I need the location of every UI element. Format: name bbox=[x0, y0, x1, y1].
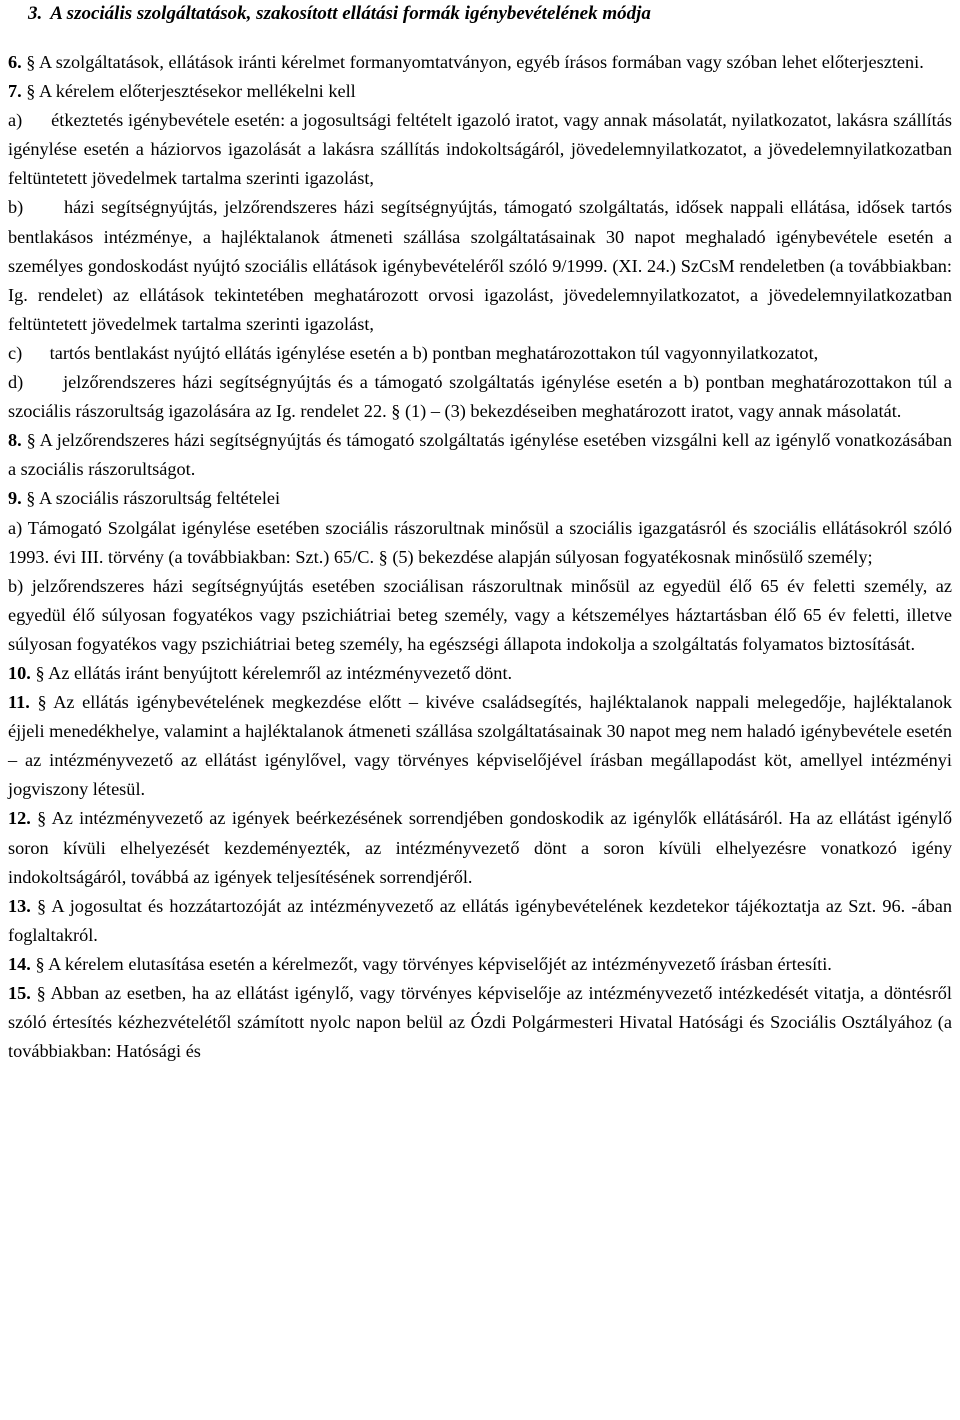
paragraph bbox=[8, 688, 957, 804]
paragraph bbox=[8, 950, 952, 979]
paragraph bbox=[8, 339, 952, 368]
paragraph bbox=[8, 426, 957, 484]
section-sign: § bbox=[35, 662, 45, 683]
paragraph-number: 12. bbox=[8, 808, 31, 829]
section-sign: § bbox=[37, 895, 47, 916]
paragraph-text: A kérelem elutasítása esetén a kérelmezőt, vagy törvényes képviselőjét az intézményvezető írásban értesíti. bbox=[48, 953, 832, 974]
paragraph-number: 10. bbox=[8, 662, 31, 683]
section-heading bbox=[28, 0, 952, 26]
paragraph-text: Az ellátás igénybevételének megkezdése előtt – kivéve családsegítés, hajléktalanok nappali melegedője, hajléktalanok éjjeli menedékhelye, valamint a hajléktalanok átmeneti szállása szolgáltatásainak 30 napot meg nem haladó igénybevétele esetén – az intézményvezető az ellátást igénylővel, vagy törvényes képviselőjével írásban megállapodást köt, amellyel intézményi jogviszony létesül. bbox=[8, 692, 957, 800]
section-sign: § bbox=[26, 81, 36, 102]
section-sign: § bbox=[26, 52, 36, 72]
paragraph-text: b) házi segítségnyújtás, jelzőrendszeres házi segítségnyújtás, támogató szolgáltatás, idősek nappali ellátása, idősek tartós bentlakásos intézménye, a hajléktalanok átmeneti szállása szolgáltatásainak 30 napot meghaladó igénybevétele esetén a személyes gondoskodást nyújtó szociális ellátások igénybevételéről szóló 9/1999. (XI. 24.) SzCsM rendeletben (a továbbiakban: Ig. rendelet) az ellátások tekintetében meghatározott orvosi igazolást, jövedelemnyilatkozatot, a jövedelemnyilatkozatban feltüntetett jövedelmek tartalma szerinti igazolást, bbox=[8, 197, 957, 334]
paragraph-text: a) étkeztetés igénybevétele esetén: a jogosultsági feltételt igazoló iratot, vagy annak másolatát, nyilatkozatot, lakásra szállítás igénylése esetén a háziorvos igazolását a lakásra szállítás indokoltságáról, jövedelemnyilatkozatot, a jövedelemnyilatkozatban feltüntetett jövedelmek tartalma szerinti igazolást, bbox=[8, 110, 957, 189]
paragraph-text: Az intézményvezető az igények beérkezésének sorrendjében gondoskodik az igénylők ellátásáról. Ha az ellátást igénylő soron kívüli elhelyezését kezdeményezték, az intézményvezető dönt a soron kívüli elhelyezésre vonatkozó igény indokoltságáról, továbbá az igények teljesítésének sorrendjéről. bbox=[8, 808, 957, 887]
paragraph bbox=[8, 572, 957, 659]
section-sign: § bbox=[37, 808, 47, 829]
paragraph-text: A szolgáltatások, ellátások iránti kérelmet formanyomtatványon, egyéb írásos formában vagy szóban lehet előterjeszteni. bbox=[39, 52, 924, 72]
paragraph-number: 9. bbox=[8, 488, 22, 509]
section-sign: § bbox=[35, 953, 45, 974]
paragraph bbox=[8, 77, 952, 106]
paragraph-text: a) Támogató Szolgálat igénylése esetében szociális rászorultnak minősül a szociális igazgatásról és szociális ellátásokról szóló 1993. évi III. törvény (a továbbiakban: Szt.) 65/C. § (5) bekezdése alapján súlyosan fogyatékosnak minősülő személy; bbox=[8, 517, 957, 567]
section-sign: § bbox=[36, 983, 46, 1003]
paragraph bbox=[8, 193, 957, 338]
heading-number: 3. bbox=[28, 3, 43, 24]
paragraph-text: Abban az esetben, ha az ellátást igénylő, vagy törvényes képviselője az intézményvezető intézkedését vitatja, a döntésről szóló értesítés kézhezvételétől számított nyolc napon belül az Ózdi Polgármesteri Hivatal Hatósági és Szociális Osztályához (a továbbiakban: Hatósági és bbox=[8, 983, 957, 1062]
paragraph bbox=[8, 514, 957, 572]
heading-text: A szociális szolgáltatások, szakosított ellátási formák igénybevételének módja bbox=[50, 3, 651, 24]
paragraph-number: 6. bbox=[8, 52, 22, 72]
paragraph-text: A jelzőrendszeres házi segítségnyújtás és támogató szolgáltatás igénylése esetében vizsgálni kell az igénylő vonatkozásában a szociális rászorultságot. bbox=[8, 430, 957, 480]
heading-spacer bbox=[8, 26, 952, 48]
paragraph bbox=[8, 892, 957, 950]
paragraph bbox=[8, 804, 957, 891]
paragraph-number: 15. bbox=[8, 983, 31, 1003]
paragraph-text: c) tartós bentlakást nyújtó ellátás igénylése esetén a b) pontban meghatározottakon túl vagyonnyilatkozatot, bbox=[8, 342, 819, 363]
paragraph-number: 7. bbox=[8, 81, 22, 102]
paragraph-text: d) jelzőrendszeres házi segítségnyújtás és a támogató szolgáltatás igénylése esetén a b) pontban meghatározottakon túl a szociális rászorultság igazolására az Ig. rendelet 22. § (1) – (3) bekezdéseiben meghatározott iratot, vagy annak másolatát. bbox=[8, 372, 957, 422]
paragraph bbox=[8, 106, 957, 193]
paragraph-number: 14. bbox=[8, 953, 31, 974]
paragraph bbox=[8, 368, 957, 426]
paragraph bbox=[8, 979, 957, 1066]
paragraph-number: 13. bbox=[8, 895, 31, 916]
paragraph bbox=[8, 48, 952, 77]
paragraph-text: Az ellátás iránt benyújtott kérelemről az intézményvezető dönt. bbox=[48, 662, 513, 683]
section-sign: § bbox=[37, 692, 47, 713]
section-sign: § bbox=[26, 430, 36, 451]
paragraph bbox=[8, 659, 952, 688]
paragraph-number: 8. bbox=[8, 430, 22, 451]
paragraph bbox=[8, 484, 952, 513]
paragraph-text: A szociális rászorultság feltételei bbox=[39, 488, 281, 509]
paragraph-number: 11. bbox=[8, 692, 30, 713]
paragraph-text: b) jelzőrendszeres házi segítségnyújtás esetében szociálisan rászorultnak minősül az egyedül élő 65 év feletti személy, az egyedül élő súlyosan fogyatékos vagy pszichiátriai beteg személy, vagy a kétszemélyes háztartásban élő 65 év feletti, illetve súlyosan fogyatékos vagy pszichiátriai beteg személy, ha egészségi állapota indokolja a szolgáltatás folyamatos biztosítását. bbox=[8, 575, 957, 654]
paragraph-text: A kérelem előterjesztésekor mellékelni kell bbox=[39, 81, 356, 102]
document-body bbox=[8, 48, 957, 1066]
section-sign: § bbox=[26, 488, 36, 509]
paragraph-text: A jogosultat és hozzátartozóját az intézményvezető az ellátás igénybevételének kezdetekor tájékoztatja az Szt. 96. -ában foglaltakról. bbox=[8, 895, 957, 945]
